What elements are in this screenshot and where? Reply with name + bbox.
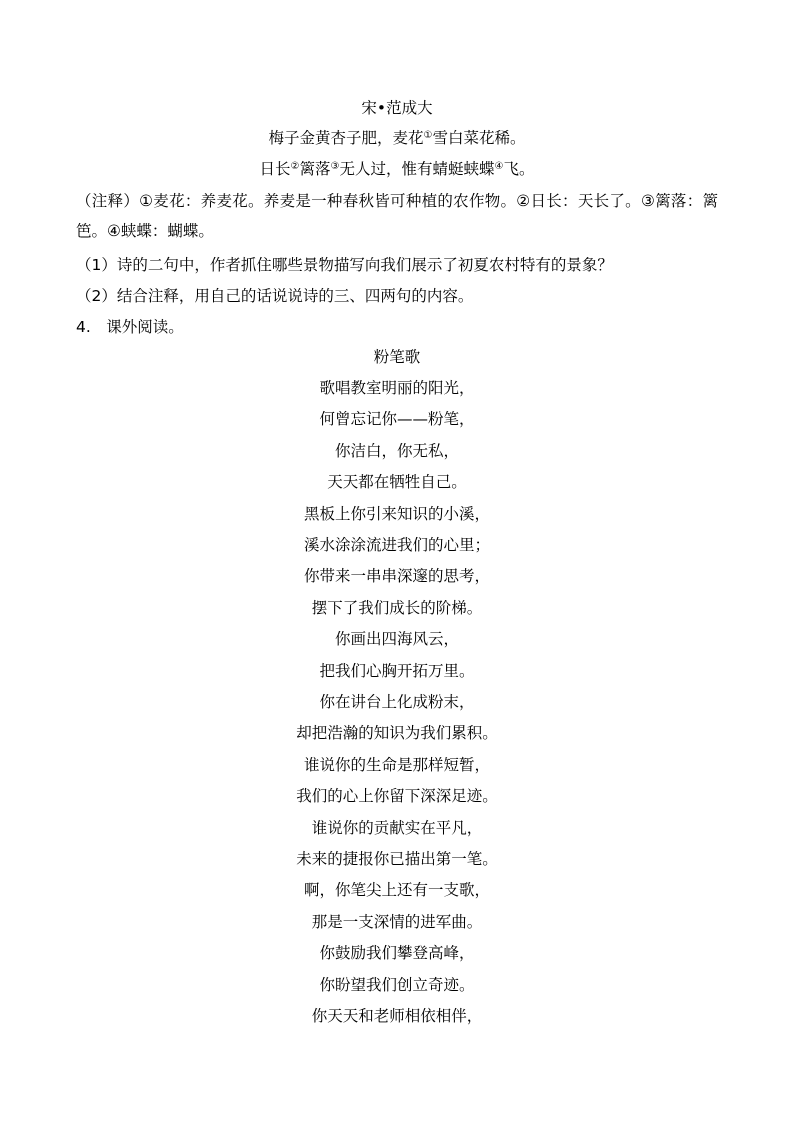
poem2-line: 谁说你的生命是那样短暂， (303, 755, 490, 774)
poem2-line: 我们的心上你留下深深足迹。 (296, 787, 498, 806)
poem-line-2 (0, 157, 794, 179)
poem2-line: 你鼓励我们攀登高峰， (319, 944, 475, 963)
footnote-mark-3: ③ (330, 161, 340, 172)
footnote-mark-2: ② (290, 161, 300, 172)
question-2: （2）结合注释，用自己的话说说诗的三、四两句的内容。 (76, 287, 474, 305)
poem2-line: 你盼望我们创立奇迹。 (319, 975, 475, 994)
poem-line-2-part-d: 飞。 (503, 160, 535, 178)
poem2-line: 把我们心胸开拓万里。 (319, 661, 475, 680)
poem2-line: 啊，你笔尖上还有一支歌， (303, 881, 490, 900)
poem2-line: 溪水涂涂流进我们的心里； (303, 536, 490, 554)
poem-line-1-part-a: 梅子金黄杏子肥，麦花 (268, 129, 424, 147)
footnote-mark-1: ① (423, 130, 433, 141)
poem2-line: 未来的捷报你已描出第一笔。 (296, 850, 498, 868)
poem2-line: 歌唱教室明丽的阳光， (319, 379, 475, 397)
poem2-line: 黑板上你引来知识的小溪， (303, 504, 490, 523)
poem2-title: 粉笔歌 (373, 348, 421, 366)
poem2-line: 谁说你的贡献实在平凡， (311, 818, 483, 837)
poem-line-2-part-c: 无人过，惟有蜻蜓蛱蝶 (339, 160, 495, 178)
poem2-line: 那是一支深情的进军曲。 (311, 912, 483, 931)
poem2-line: 天天都在牺牲自己。 (327, 473, 467, 492)
poem-author-line: 宋•范成大 (361, 99, 433, 117)
poem2-line: 却把浩瀚的知识为我们累积。 (296, 724, 498, 743)
section-4-heading: 4. 课外阅读。 (76, 318, 184, 336)
poem2-line: 何曾忘记你——粉笔， (319, 410, 475, 429)
question-1: （1）诗的二句中，作者抓住哪些景物描写向我们展示了初夏农村特有的景象？ (76, 256, 613, 274)
poem2-line: 你带来一串串深邃的思考， (303, 567, 490, 586)
poem-line-1-part-b: 雪白菜花稀。 (432, 129, 526, 147)
poem-line-2-part-a: 日长 (259, 160, 291, 178)
footnote-mark-4: ④ (494, 161, 504, 172)
annotation-notes: （注释）①麦花：养麦花。养麦是一种春秋皆可种植的农作物。②日长：天长了。③篱落：篱笆。④蛱蝶：蝴蝶。 (76, 192, 718, 240)
poem2-line: 你洁白，你无私， (334, 441, 459, 460)
poem-line-2-part-b: 篱落 (299, 160, 331, 178)
poem2-line: 摆下了我们成长的阶梯。 (311, 598, 483, 617)
poem2-line: 你在讲台上化成粉末， (319, 693, 475, 711)
poem2-line: 你画出四海风云， (334, 630, 459, 649)
poem-line-1 (0, 126, 794, 148)
poem2-line: 你天天和老师相依相伴， (311, 1007, 483, 1025)
